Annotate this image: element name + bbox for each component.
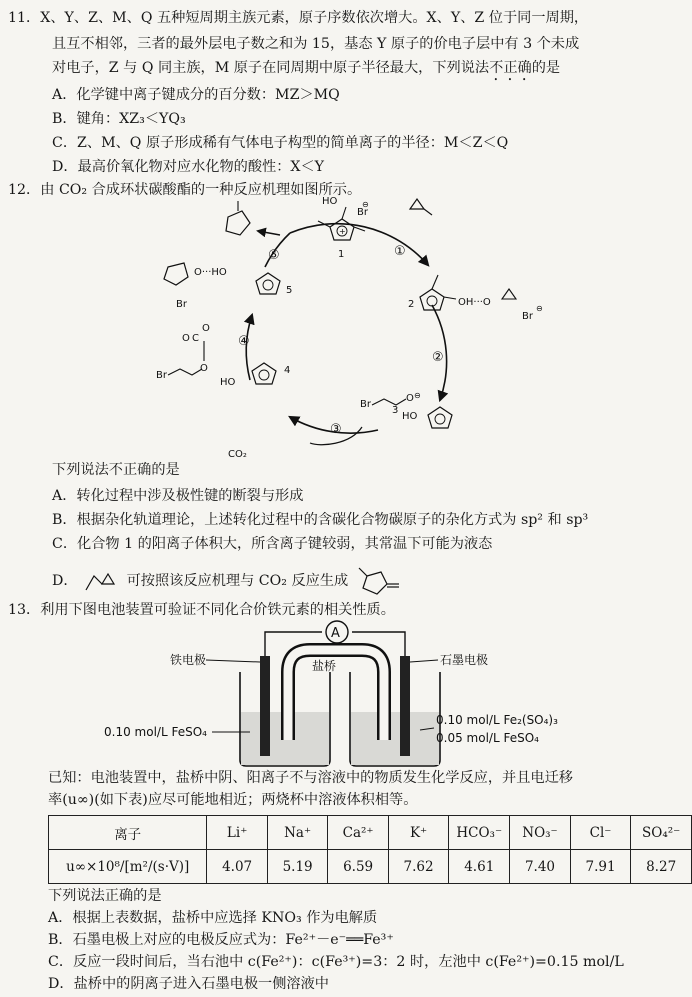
svg-text:HO: HO — [322, 196, 338, 207]
table-cell: 5.19 — [267, 850, 327, 884]
table-cell: HCO₃⁻ — [449, 816, 510, 850]
left-solution-label: 0.10 mol/L FeSO₄ — [104, 725, 207, 739]
q12-option-c[interactable]: C．化合物 1 的阳离子体积大，所含离子键较弱，其常温下可能为液态 — [52, 536, 493, 552]
svg-text:O: O — [406, 393, 414, 404]
right-solution-label-2: 0.05 mol/L FeSO₄ — [436, 731, 539, 745]
graphite-electrode — [400, 656, 410, 756]
compound-1-label: 1 — [338, 249, 345, 260]
compound-2-label: 2 — [408, 299, 415, 310]
svg-text:⊖: ⊖ — [414, 391, 421, 400]
table-header-row — [49, 816, 692, 850]
svg-text:O···HO: O···HO — [194, 267, 227, 278]
table-cell: 4.61 — [449, 850, 510, 884]
battery-apparatus-diagram — [100, 620, 570, 770]
cyclic-carbonate-product — [226, 201, 250, 235]
emphasis-not-correct: 不正确 — [489, 60, 532, 76]
compound-5-label: 5 — [286, 285, 293, 296]
table-cell: K⁺ — [388, 816, 448, 850]
compound-4-label: 4 — [284, 365, 291, 376]
table-row-label: u∞×10⁸/[m²/(s·V)] — [49, 850, 207, 884]
svg-text:O: O — [202, 323, 210, 334]
svg-text:OH···O: OH···O — [458, 297, 491, 308]
q13-prompt: 下列说法正确的是 — [48, 888, 162, 904]
table-cell: SO₄²⁻ — [631, 816, 692, 850]
table-cell: 7.91 — [570, 850, 630, 884]
step-1-marker: ① — [394, 244, 406, 259]
compound-2 — [408, 275, 543, 322]
right-solution — [351, 712, 439, 765]
table-cell: 6.59 — [328, 850, 389, 884]
q13-known-line2: 率(u∞)(如下表)应尽可能地相近；两烧杯中溶液体积相等。 — [48, 792, 418, 808]
q11-stem-line3: 对电子，Z 与 Q 同主族，M 原子在同周期中原子半径最大，下列说法不正确的是 — [52, 60, 561, 76]
table-row — [49, 850, 692, 884]
q13-option-a[interactable]: A．根据上表数据，盐桥中应选择 KNO₃ 作为电解质 — [48, 910, 378, 926]
q13-option-d[interactable]: D．盐桥中的阴离子进入石墨电极一侧溶液中 — [48, 976, 329, 992]
epoxide-reagent — [410, 199, 432, 215]
step-4-marker: ④ — [238, 334, 250, 349]
table-cell: Li⁺ — [207, 816, 267, 850]
q12-option-a[interactable]: A．转化过程中涉及极性键的断裂与形成 — [52, 488, 304, 504]
compound-5 — [164, 263, 292, 310]
svg-text:⊖: ⊖ — [536, 304, 543, 313]
svg-text:Br: Br — [357, 207, 368, 218]
salt-bridge-label: 盐桥 — [312, 659, 337, 673]
svg-text:C: C — [192, 333, 199, 344]
table-cell: 7.40 — [510, 850, 571, 884]
q12-prompt: 下列说法不正确的是 — [52, 462, 180, 478]
q11-option-d[interactable]: D．最高价氧化物对应水化物的酸性：X＜Y — [52, 159, 325, 175]
table-cell: Ca²⁺ — [328, 816, 389, 850]
table-cell: 8.27 — [631, 850, 692, 884]
compound-3-label: 3 — [392, 405, 399, 416]
cyclic-carbonate-structure-icon — [353, 566, 417, 596]
table-cell: NO₃⁻ — [510, 816, 571, 850]
q12-option-d[interactable]: D． 可按照该反应机理与 CO₂ 反应生成 — [52, 566, 417, 596]
step-3-marker: ③ — [330, 422, 342, 437]
q13-option-c[interactable]: C．反应一段时间后，当右池中 c(Fe²⁺)：c(Fe³⁺)=3：2 时，左池中 c(Fe²⁺)=0.15 mol/L — [48, 954, 624, 970]
q13-known-line1: 已知：电池装置中，盐桥中阴、阳离子不与溶液中的物质发生化学反应，并且电迁移 — [48, 770, 573, 786]
svg-text:Br: Br — [176, 299, 187, 310]
right-solution-label-1: 0.10 mol/L Fe₂(SO₄)₃ — [436, 713, 558, 727]
step-2-marker: ② — [432, 350, 444, 365]
table-cell: 7.62 — [388, 850, 448, 884]
reaction-mechanism-diagram — [140, 195, 560, 460]
svg-text:Br: Br — [156, 370, 167, 381]
q11-option-b[interactable]: B．键角：XZ₃＜YQ₃ — [52, 111, 186, 127]
svg-text:+: + — [339, 227, 346, 236]
svg-text:HO: HO — [402, 411, 418, 422]
svg-text:O: O — [182, 333, 190, 344]
table-cell: Cl⁻ — [570, 816, 630, 850]
svg-text:⊖: ⊖ — [362, 200, 369, 209]
svg-text:HO: HO — [220, 377, 236, 388]
q12-option-b[interactable]: B．根据杂化轨道理论，上述转化过程中的含碳化合物碳原子的杂化方式为 sp² 和 sp³ — [52, 512, 589, 528]
co2-reagent-label: CO₂ — [228, 449, 247, 460]
ion-mobility-table — [48, 815, 692, 884]
q11-stem-line2: 且互不相邻，三者的最外层电子数之和为 15，基态 Y 原子的价电子层中有 3 个未成 — [52, 36, 580, 52]
cycle-arc-1 — [290, 224, 428, 265]
q11-stem-line1: 11．X、Y、Z、M、Q 五种短周期主族元素，原子序数依次增大。X、Y、Z 位于同一周期， — [8, 10, 589, 26]
left-electrode-label: 铁电极 — [170, 653, 207, 667]
q13-option-b[interactable]: B．石墨电极上对应的电极反应式为：Fe²⁺－e⁻══Fe³⁺ — [48, 932, 394, 948]
step-5-marker: ⑤ — [268, 248, 280, 263]
svg-text:Br: Br — [360, 399, 371, 410]
table-cell: 4.07 — [207, 850, 267, 884]
right-electrode-label: 石墨电极 — [440, 653, 489, 667]
epoxide-structure-icon — [82, 570, 122, 592]
svg-text:A: A — [331, 626, 340, 641]
q13-stem: 13．利用下图电池装置可验证不同化合价铁元素的相关性质。 — [8, 602, 395, 618]
q11-option-c[interactable]: C．Z、M、Q 原子形成稀有气体电子构型的简单离子的半径：M＜Z＜Q — [52, 135, 509, 151]
compound-4 — [156, 323, 290, 388]
table-cell: Na⁺ — [267, 816, 327, 850]
compound-1 — [318, 196, 369, 260]
q11-option-a[interactable]: A．化学键中离子键成分的百分数：MZ＞MQ — [52, 87, 340, 103]
svg-text:Br: Br — [522, 311, 533, 322]
q12-stem: 12．由 CO₂ 合成环状碳酸酯的一种反应机理如图所示。 — [8, 182, 362, 198]
iron-electrode — [260, 656, 270, 756]
svg-text:O: O — [200, 363, 208, 374]
product-release-arrow — [258, 231, 280, 235]
table-header-label: 离子 — [49, 816, 207, 850]
